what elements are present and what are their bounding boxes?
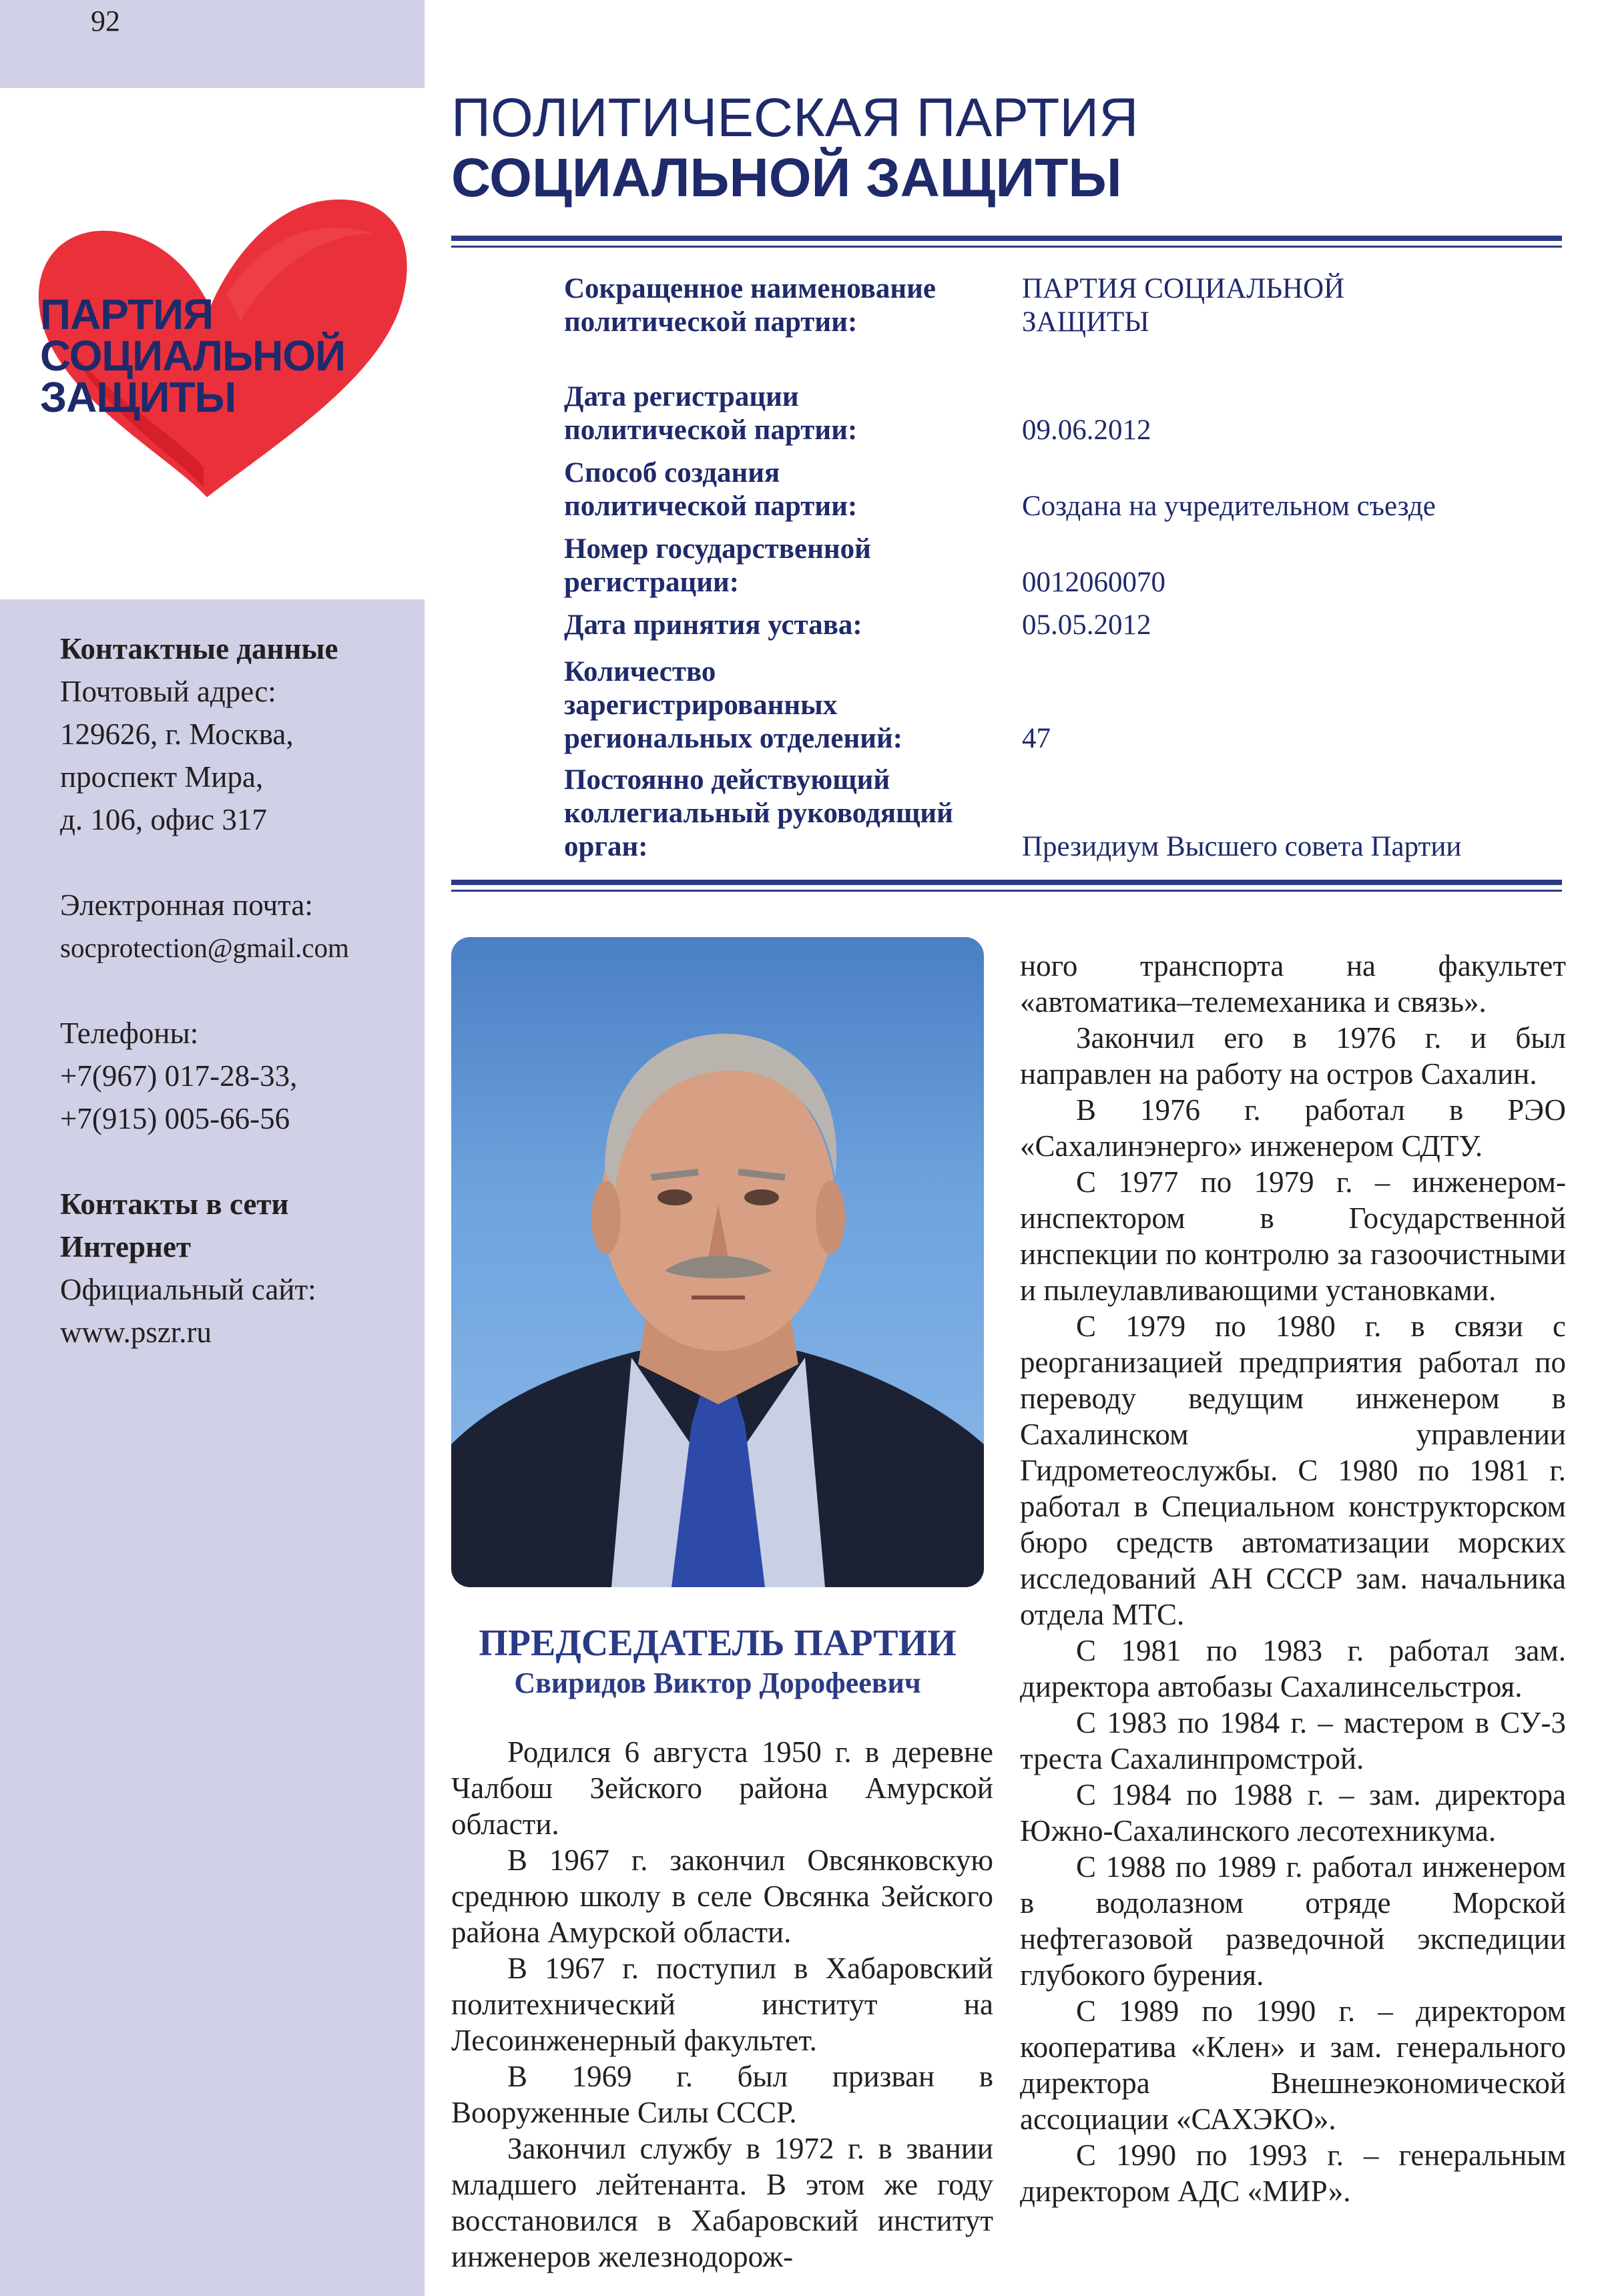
title-line: СОЦИАЛЬНОЙ ЗАЩИТЫ (451, 148, 1122, 208)
postal-line: 129626, г. Москва, (60, 718, 294, 751)
info-value: 0012060070 (1022, 567, 1165, 598)
bio-paragraph: С 1988 по 1989 г. работал инженером в водолазном отряде Морской нефтегазовой разведочной экспедиции глубокого бурения. (1020, 1850, 1566, 1992)
bio-paragraph: С 1984 по 1988 г. – зам. директора Южно-Сахалинского лесотехникума. (1020, 1778, 1566, 1847)
info-value: Президиум Высшего совета Партии (1022, 831, 1462, 862)
chairman-portrait-photo (451, 937, 984, 1587)
divider (451, 236, 1562, 241)
postal-label: Почтовый адрес: (60, 675, 276, 708)
biography-left-column (451, 1734, 993, 2275)
internet-heading: Контакты в сети (60, 1187, 289, 1221)
contacts-block (60, 627, 414, 1354)
email-label: Электронная почта: (60, 888, 313, 922)
logo-text (40, 290, 414, 421)
chairman-caption (451, 1622, 984, 1702)
divider (451, 246, 1562, 248)
info-value: ПАРТИЯ СОЦИАЛЬНОЙ ЗАЩИТЫ (1022, 273, 1345, 338)
info-label: Дата регистрации политической партии: (564, 381, 858, 446)
bio-paragraph: С 1983 по 1984 г. – мастером в СУ-3 треста Сахалинпромстрой. (1020, 1706, 1566, 1775)
chairman-role: ПРЕДСЕДАТЕЛЬ ПАРТИИ (479, 1623, 957, 1664)
bio-paragraph: С 1977 по 1979 г. – инженером-инспектором в Государственной инспекции по контролю за газоочистными и пылеулавливающими установками. (1020, 1165, 1566, 1307)
site-label: Официальный сайт: (60, 1273, 316, 1306)
bio-paragraph: Родился 6 августа 1950 г. в деревне Чалбош Зейского района Амурской области. (451, 1735, 993, 1841)
bio-paragraph: В 1967 г. закончил Овсянковскую среднюю школу в селе Овсянка Зейского района Амурской области. (451, 1843, 993, 1949)
phone-number[interactable]: +7(967) 017-28-33, (60, 1059, 298, 1093)
logo-text-line: ЗАЩИТЫ (40, 373, 236, 421)
bio-paragraph: С 1989 по 1990 г. – директором кооператива «Клен» и зам. генерального директора Внешнеэкономической ассоциации «САХЭКО». (1020, 1994, 1566, 2136)
chairman-name: Свиридов Виктор Дорофеевич (514, 1667, 921, 1699)
email-link[interactable]: socprotection@gmail.com (60, 932, 349, 963)
bio-paragraph: В 1969 г. был призван в Вооруженные Силы СССР. (451, 2060, 993, 2129)
postal-line: проспект Мира, (60, 760, 264, 794)
info-value: 47 (1022, 723, 1051, 754)
info-value: 05.05.2012 (1022, 609, 1151, 641)
phones-label: Телефоны: (60, 1017, 199, 1050)
title-line: ПОЛИТИЧЕСКАЯ ПАРТИЯ (451, 87, 1139, 148)
bio-paragraph: Закончил его в 1976 г. и был направлен на работу на остров Сахалин. (1020, 1021, 1566, 1091)
bio-paragraph: С 1981 по 1983 г. работал зам. директора автобазы Сахалинсельстроя. (1020, 1634, 1566, 1703)
info-value: 09.06.2012 (1022, 414, 1151, 446)
info-label: Постоянно действующий коллегиальный руководящий орган: (564, 764, 953, 862)
bio-paragraph: С 1990 по 1993 г. – генеральным директором АДС «МИР». (1020, 2138, 1566, 2208)
bio-paragraph: Закончил службу в 1972 г. в звании младшего лейтенанта. В этом же году восстановился в Хабаровский институт инженеров железнодорож- (451, 2132, 993, 2273)
info-label: Номер государственной регистрации: (564, 533, 871, 598)
logo-text-line: ПАРТИЯ (40, 290, 214, 338)
info-label: Количество зарегистрированных региональных отделений: (564, 656, 903, 754)
logo-text-line: СОЦИАЛЬНОЙ (40, 332, 346, 380)
internet-heading: Интернет (60, 1230, 192, 1263)
info-label: Способ создания политической партии: (564, 457, 858, 522)
phone-number[interactable]: +7(915) 005-66-56 (60, 1102, 290, 1135)
info-label: Сокращенное наименование политической партии: (564, 273, 937, 338)
postal-line: д. 106, офис 317 (60, 803, 267, 836)
page-number: 92 (91, 5, 120, 37)
sidebar-top-band (0, 0, 425, 88)
divider (451, 880, 1562, 885)
biography-right-column (1020, 948, 1566, 2209)
contacts-heading: Контактные данные (60, 632, 338, 665)
info-value: Создана на учредительном съезде (1022, 491, 1436, 522)
info-label: Дата принятия устава: (564, 609, 862, 641)
page-title (451, 88, 1138, 208)
bio-paragraph: В 1976 г. работал в РЭО «Сахалинэнерго» инженером СДТУ. (1020, 1093, 1566, 1163)
bio-paragraph: С 1979 по 1980 г. в связи с реорганизацией предприятия работал по переводу ведущим инженером в Сахалинском управлении Гидрометеослужбы. С 1980 по 1981 г. работал в Специальном конструкторском бюро средств автоматизации морских исследований АН СССР зам. начальника отдела МТС. (1020, 1310, 1566, 1631)
divider (451, 890, 1562, 892)
site-link[interactable]: www.pszr.ru (60, 1316, 212, 1349)
bio-paragraph: В 1967 г. поступил в Хабаровский политехнический институт на Лесоинженерный факультет. (451, 1952, 993, 2057)
bio-paragraph: ного транспорта на факультет «автоматика–телемеханика и связь». (1020, 949, 1566, 1019)
